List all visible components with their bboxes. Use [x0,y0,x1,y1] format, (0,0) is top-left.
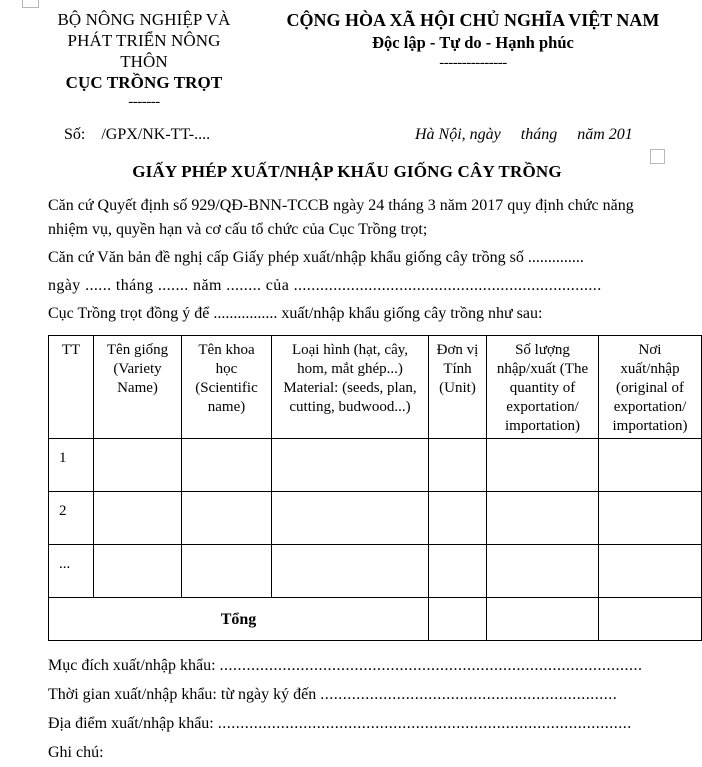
column-header-quantity-line-1: Số lượng [515,341,570,358]
cell-quantity[interactable] [487,438,599,491]
column-header-material-line-4: cutting, budwood...) [289,398,411,415]
ministry-divider: ------- [128,94,160,110]
column-header-variety-line-1: Tên giống [106,341,169,358]
field-purpose-dots[interactable]: .............................................................................................. [219,656,643,674]
column-header-quantity [487,335,599,438]
cell-unit[interactable] [429,438,487,491]
cell-quantity[interactable] [487,544,599,597]
table-header-row [49,335,702,438]
paragraph-basis-request: Căn cứ Văn bản đề nghị cấp Giấy phép xuất/nhập khẩu giống cây trồng số .............. [48,249,584,266]
goods-table [48,335,702,641]
table-row [49,438,702,491]
field-place [48,709,660,738]
footer-fields [48,651,660,761]
column-header-quantity-line-5: importation) [505,417,580,434]
ministry-line-3: THÔN [120,52,168,71]
total-label: Tổng [49,597,429,640]
field-time-dots[interactable]: .................................................................. [320,685,618,703]
column-header-unit-line-1: Đơn vị [436,341,479,358]
row-index: 1 [49,438,94,491]
field-time [48,680,660,709]
column-header-material-line-3: Material: (seeds, plan, [283,379,417,396]
column-header-quantity-line-2: nhập/xuất (The [496,360,589,377]
column-header-scientific-line-4: name) [207,398,246,415]
cell-variety-name[interactable] [94,544,182,597]
column-header-tt-line-1: TT [61,341,81,358]
cell-unit[interactable] [429,544,487,597]
row-index: ... [49,544,94,597]
cell-origin[interactable] [599,491,702,544]
column-header-unit-line-2: Tính [443,360,472,377]
column-header-origin [599,335,702,438]
ministry-line-1: BỘ NÔNG NGHIỆP VÀ [57,10,231,29]
cell-material[interactable] [272,544,429,597]
document-body [48,194,660,326]
total-quantity[interactable] [487,597,599,640]
page-mark-top-left [22,0,39,8]
column-header-scientific-name [182,335,272,438]
column-header-origin-line-2: xuất/nhập [620,360,680,377]
paragraph-basis-decision: Căn cứ Quyết định số 929/QĐ-BNN-TCCB ngày 24 tháng 3 năm 2017 quy định chức năng nhiệm vụ, quyền hạn và cơ cấu tổ chức của Cục Trồng trọt; [48,197,634,238]
column-header-variety-line-3: Name) [117,379,158,396]
column-header-scientific-line-2: học [215,360,238,377]
cell-scientific-name[interactable] [182,438,272,491]
column-header-unit [429,335,487,438]
nation-motto: Độc lập - Tự do - Hạnh phúc [372,33,574,52]
cell-origin[interactable] [599,544,702,597]
field-purpose-label: Mục đích xuất/nhập khẩu: [48,656,220,674]
column-header-origin-line-5: importation) [612,417,688,434]
nation-title: CỘNG HÒA XÃ HỘI CHỦ NGHĨA VIỆT NAM [286,10,660,30]
row-index: 2 [49,491,94,544]
table-row [49,544,702,597]
ministry-block [0,9,270,111]
total-unit[interactable] [429,597,487,640]
goods-table-wrapper [48,335,688,641]
field-time-label: Thời gian xuất/nhập khẩu: từ ngày ký đến [48,685,321,703]
column-header-material [272,335,429,438]
column-header-quantity-line-3: quantity of [509,379,576,396]
cell-scientific-name[interactable] [182,491,272,544]
department-name: CỤC TRỒNG TRỌT [65,73,223,92]
column-header-origin-line-1: Nơi [638,341,662,358]
column-header-scientific-line-3: (Scientific [195,379,258,396]
field-purpose [48,651,660,680]
table-row [49,491,702,544]
cell-variety-name[interactable] [94,438,182,491]
page-title: GIẤY PHÉP XUẤT/NHẬP KHẨU GIỐNG CÂY TRỒNG [132,162,562,181]
cell-unit[interactable] [429,491,487,544]
document-number: Số: /GPX/NK-TT-.... [64,126,211,143]
nation-block [270,9,694,111]
cell-variety-name[interactable] [94,491,182,544]
column-header-origin-line-3: (original of [616,379,684,396]
cell-material[interactable] [272,491,429,544]
number-date-line [0,126,694,152]
column-header-material-line-2: hom, mắt ghép...) [297,360,403,377]
cell-material[interactable] [272,438,429,491]
table-total-row [49,597,702,640]
column-header-unit-line-3: (Unit) [439,379,476,396]
field-place-label: Địa điểm xuất/nhập khẩu: [48,714,218,732]
nation-divider: --------------- [439,55,507,71]
paragraph-approval: Cục Trồng trọt đồng ý để ................ xuất/nhập khẩu giống cây trồng như sau: [48,305,543,322]
ministry-line-2: PHÁT TRIỂN NÔNG [67,31,221,50]
column-header-quantity-line-4: exportation/ [506,398,579,415]
document-header [0,0,694,111]
column-header-variety-line-2: (Variety [113,360,162,377]
column-header-material-line-1: Loại hình (hạt, cây, [291,341,409,358]
column-header-variety-name [94,335,182,438]
cell-quantity[interactable] [487,491,599,544]
cell-scientific-name[interactable] [182,544,272,597]
field-note [48,738,660,761]
paragraph-basis-request-date: ngày ...... tháng ....... năm ........ của ...................................................................... [48,276,602,294]
cell-origin[interactable] [599,438,702,491]
column-header-scientific-line-1: Tên khoa [198,341,255,358]
column-header-tt [49,335,94,438]
field-note-label: Ghi chú: [48,743,104,761]
column-header-origin-line-4: exportation/ [613,398,687,415]
field-place-dots[interactable]: ............................................................................................ [217,714,632,732]
total-origin[interactable] [599,597,702,640]
place-date: Hà Nội, ngày tháng năm 201 [415,126,633,143]
